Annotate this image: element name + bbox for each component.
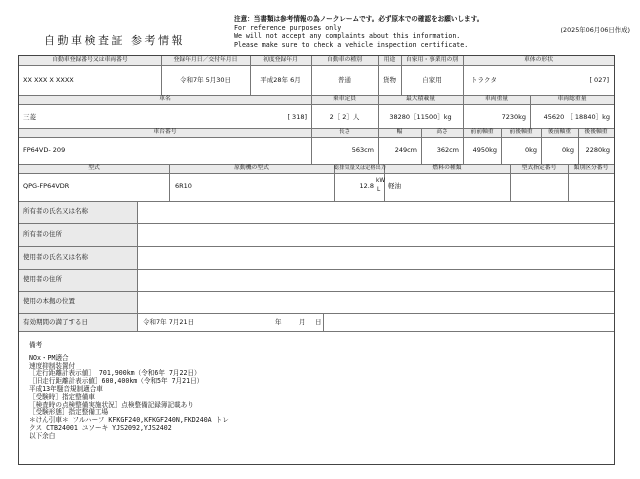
created-date: (2025年06月06日作成) — [560, 26, 630, 34]
rear-rear-axle-value: 2280kg — [585, 146, 610, 154]
expiry-day-mark: 日 — [315, 318, 322, 326]
fuel-type-label: 燃料の種類 — [432, 165, 462, 171]
fuel-type-value: 軽油 — [388, 182, 401, 190]
engine-model-label: 原動機の型式 — [234, 165, 269, 171]
capacity-value: 2［ 2］人 — [329, 113, 360, 121]
max-load-value: 38280［11500］kg — [389, 113, 452, 121]
expiry-month-mark: 月 — [299, 318, 306, 326]
first-reg-value: 平成28年 6月 — [260, 76, 301, 84]
document-title: 自動車検査証 参考情報 — [44, 34, 185, 47]
rear-rear-axle-label: 後後軸重 — [584, 129, 608, 135]
displacement-label: 総排気量又は定格出力 — [334, 165, 386, 171]
engine-model-value: 6R10 — [175, 182, 192, 190]
use-value: 貨物 — [383, 76, 396, 84]
expiry-label: 有効期間の満了する日 — [23, 318, 88, 326]
gross-weight-label: 車両総重量 — [557, 96, 587, 102]
body-shape-label: 車体の形状 — [524, 57, 553, 63]
reg-date-label: 登録年月日／交付年月日 — [173, 57, 238, 63]
remarks-line: ＊けん引車＊ フルハーフ KFKGF240,KFKGF240N,FKD240A トレ — [29, 416, 229, 425]
notice-english-2: We will not accept any complaints about this information. — [234, 32, 461, 41]
length-label: 長さ — [338, 129, 351, 135]
base-location-label: 使用の本拠の位置 — [23, 297, 75, 305]
remarks-line: ［受験形態］指定整備工場 — [29, 408, 109, 417]
displacement-unit-l: L — [377, 187, 381, 193]
vehicle-weight-value: 7230kg — [501, 113, 526, 121]
reg-no-label: 自動車登録番号又は車両番号 — [52, 57, 128, 63]
remarks-line: クス CTB24001 ユソーキ YJS2092,YJS2402 — [29, 423, 172, 432]
remarks-line: ［旧走行距離計表示値］600,400km（令和5年 7月21日） — [29, 377, 204, 386]
front-rear-axle-label: 前後軸重 — [509, 129, 533, 135]
remarks-line: NOx・PM適合 — [29, 353, 69, 362]
width-label: 幅 — [396, 129, 403, 135]
model-value: QPG-FP64VDR — [23, 182, 70, 190]
vehicle-kind-value: 普通 — [338, 76, 351, 84]
gross-weight-value: 45620 ［ 18840］kg — [543, 113, 610, 121]
remarks-line: 以下余白 — [29, 431, 56, 440]
front-rear-axle-value: 0kg — [524, 146, 537, 154]
reg-date-value: 令和7年 5月30日 — [179, 76, 232, 84]
length-value: 563cm — [351, 146, 374, 154]
body-shape-code: [ 027] — [589, 76, 609, 84]
owner-name-label: 所有者の氏名又は名称 — [23, 207, 88, 215]
chassis-label: 車台番号 — [153, 129, 177, 135]
maker-code: [ 318] — [287, 113, 307, 121]
height-value: 362cm — [436, 146, 459, 154]
max-load-label: 最大積載量 — [406, 96, 435, 102]
use-label: 用途 — [383, 57, 396, 63]
remarks-line: 速度抑制装置付 — [29, 361, 76, 370]
expiry-year-mark: 年 — [275, 318, 282, 326]
user-address-label: 使用者の住所 — [23, 275, 62, 283]
maker-value: 三菱 — [23, 113, 36, 121]
remarks-line: ［走行距離計表示値］ 701,900km（令和6年 7月22日） — [29, 369, 201, 378]
usage-category-label: 自家用・事業用の別 — [405, 57, 459, 63]
notice-english-1: For reference purposes only — [234, 23, 342, 32]
body-shape-value: トラクタ — [471, 76, 497, 84]
chassis-value: FP64VD- 209 — [23, 146, 66, 154]
notice-english-3: Please make sure to check a vehicle inspection certificate. — [234, 40, 469, 49]
height-label: 高さ — [436, 129, 448, 135]
model-label: 型式 — [88, 165, 100, 171]
maker-label: 車名 — [159, 96, 171, 102]
category-no-label: 類別区分番号 — [573, 165, 609, 171]
owner-address-label: 所有者の住所 — [23, 230, 62, 238]
user-name-label: 使用者の氏名又は名称 — [23, 253, 88, 261]
notice-block — [234, 15, 634, 49]
remarks-section — [29, 342, 609, 441]
expiry-value: 令和7年 7月21日 — [143, 318, 195, 326]
displacement-unit-kw: kW — [376, 178, 386, 184]
width-value: 249cm — [394, 146, 417, 154]
vehicle-kind-label: 自動車の種別 — [327, 57, 362, 63]
reg-no-value: XX XXX X XXXX — [23, 76, 74, 84]
remarks-title: 備考 — [29, 341, 43, 349]
capacity-label: 乗車定員 — [332, 96, 357, 102]
rear-front-axle-label: 後前軸重 — [547, 129, 572, 135]
remarks-line: ［検査時の点検整備実施状況］点検整備記録簿記載あり — [29, 400, 194, 409]
displacement-value: 12.8 — [359, 182, 374, 190]
vehicle-weight-label: 車両重量 — [484, 96, 509, 102]
front-front-axle-value: 4950kg — [472, 146, 497, 154]
notice-japanese: 注意：当書類は参考情報の為ノークレームです。必ず原本での確認をお願いします。 — [234, 15, 484, 23]
rear-front-axle-value: 0kg — [561, 146, 574, 154]
usage-category-value: 自家用 — [422, 76, 442, 84]
inspection-table — [18, 55, 615, 465]
designation-no-label: 型式指定番号 — [521, 165, 557, 171]
front-front-axle-label: 前前軸重 — [470, 129, 494, 135]
first-reg-label: 初度登録年月 — [263, 57, 298, 63]
remarks-line: ［受験時］指定整備車 — [29, 392, 95, 401]
remarks-line: 平成13年騒音規制適合車 — [29, 384, 103, 393]
